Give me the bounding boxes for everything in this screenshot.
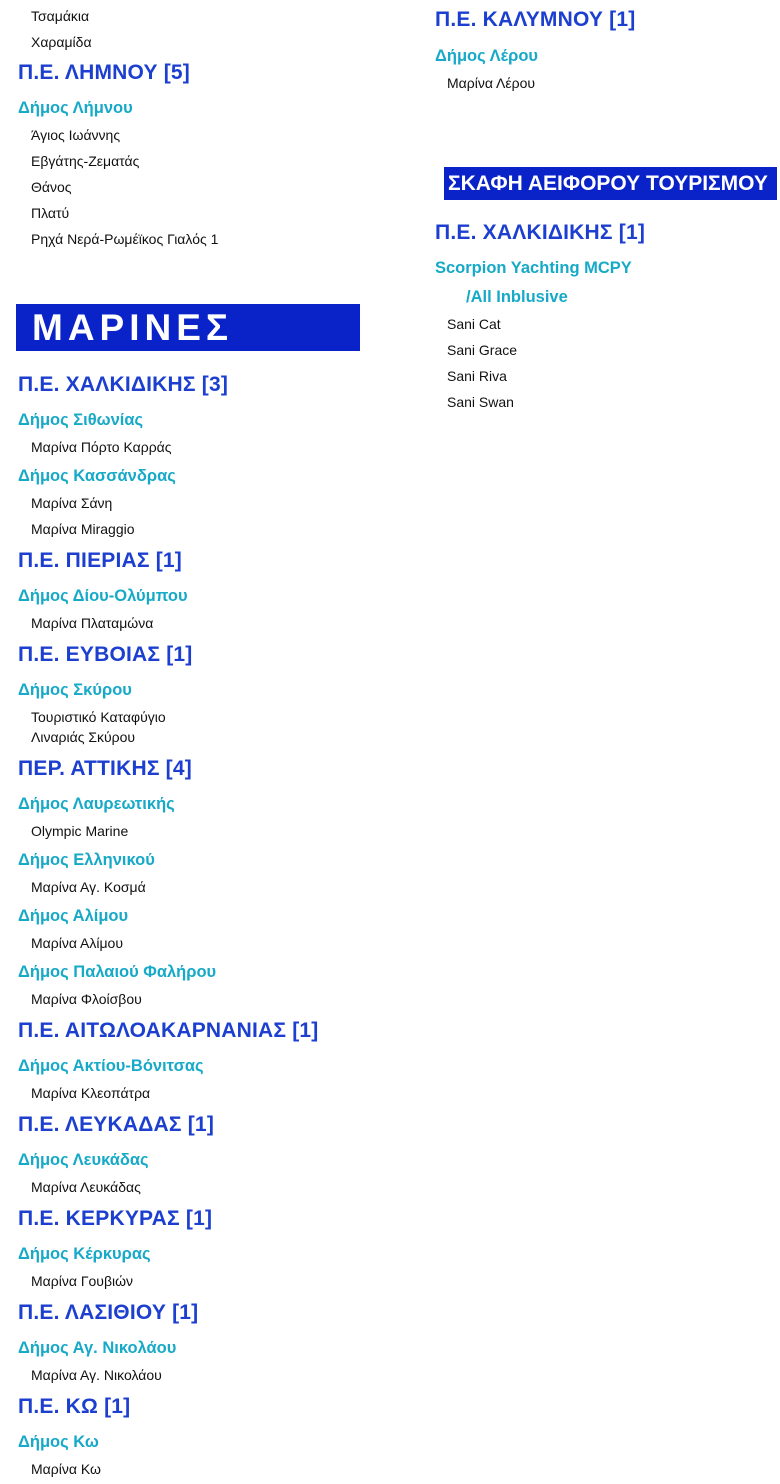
list-item: Μαρίνα Λευκάδας	[31, 1179, 141, 1195]
region-heading-evoia: Π.Ε. ΕΥΒΟΙΑΣ [1]	[18, 643, 193, 666]
list-item: Θάνος	[31, 179, 72, 195]
list-item: Μαρίνα Αγ. Κοσμά	[31, 879, 146, 895]
company-heading: Scorpion Yachting MCPY	[435, 259, 632, 277]
list-item: Μαρίνα Σάνη	[31, 495, 113, 511]
municipality-heading: Δήμος Αλίμου	[18, 907, 129, 925]
region-heading-lasithi: Π.Ε. ΛΑΣΙΘΙΟΥ [1]	[18, 1301, 199, 1324]
list-item: Τουριστικό Καταφύγιο	[31, 709, 166, 725]
list-item: Μαρίνα Γουβιών	[31, 1273, 134, 1289]
region-heading-halkidiki: Π.Ε. ΧΑΛΚΙΔΙΚΗΣ [1]	[435, 221, 646, 244]
list-item: Μαρίνα Πλαταμώνα	[31, 615, 154, 631]
region-heading-lefkada: Π.Ε. ΛΕΥΚΑΔΑΣ [1]	[18, 1113, 215, 1136]
section-banner-title: ΜΑΡΙΝΕΣ	[32, 307, 234, 348]
list-item: Εβγάτης-Ζεματάς	[31, 153, 140, 169]
list-item: Sani Swan	[447, 394, 514, 410]
list-item: Μαρίνα Κω	[31, 1461, 101, 1477]
list-item: Olympic Marine	[31, 823, 129, 839]
list-item: Μαρίνα Φλοίσβου	[31, 991, 142, 1007]
list-item: Τσαμάκια	[31, 8, 90, 24]
list-item: Χαραμίδα	[31, 34, 92, 50]
list-item: Sani Cat	[447, 316, 501, 332]
municipality-heading: Δήμος Παλαιού Φαλήρου	[18, 963, 217, 981]
list-item: Μαρίνα Λέρου	[447, 75, 536, 91]
list-item-continuation: Λιναριάς Σκύρου	[31, 729, 136, 745]
list-item: Πλατύ	[31, 205, 70, 221]
list-item: Άγιος Ιωάννης	[31, 127, 121, 143]
list-item: Μαρίνα Αγ. Νικολάου	[31, 1367, 162, 1383]
company-heading-continuation: /All Inblusive	[466, 288, 568, 306]
list-item: Sani Grace	[447, 342, 518, 358]
municipality-heading: Δήμος Σκύρου	[18, 681, 132, 699]
region-heading-aitoloakarnania: Π.Ε. ΑΙΤΩΛΟΑΚΑΡΝΑΝΙΑΣ [1]	[18, 1019, 319, 1042]
municipality-heading: Δήμος Κέρκυρας	[18, 1245, 151, 1263]
municipality-heading: Δήμος Λέρου	[435, 47, 539, 65]
municipality-heading: Δήμος Λήμνου	[18, 99, 133, 117]
region-heading-kalymnos: Π.Ε. ΚΑΛΥΜΝΟΥ [1]	[435, 8, 636, 31]
region-heading-pieria: Π.Ε. ΠΙΕΡΙΑΣ [1]	[18, 549, 182, 572]
list-item: Μαρίνα Κλεοπάτρα	[31, 1085, 151, 1101]
list-item: Ρηχά Νερά-Ρωμέϊκος Γιαλός 1	[31, 231, 219, 247]
region-heading-halkidiki: Π.Ε. ΧΑΛΚΙΔΙΚΗΣ [3]	[18, 373, 229, 396]
municipality-heading: Δήμος Σιθωνίας	[18, 411, 144, 429]
municipality-heading: Δήμος Ελληνικού	[18, 851, 155, 869]
municipality-heading: Δήμος Αγ. Νικολάου	[18, 1339, 177, 1357]
list-item: Μαρίνα Αλίμου	[31, 935, 123, 951]
municipality-heading: Δήμος Κω	[18, 1433, 99, 1451]
section-banner-title: ΣΚΑΦΗ ΑΕΙΦΟΡΟΥ ΤΟΥΡΙΣΜΟΥ	[448, 172, 768, 195]
municipality-heading: Δήμος Δίου-Ολύμπου	[18, 587, 188, 605]
list-item: Μαρίνα Πόρτο Καρράς	[31, 439, 172, 455]
municipality-heading: Δήμος Ακτίου-Βόνιτσας	[18, 1057, 204, 1075]
region-heading-kos: Π.Ε. ΚΩ [1]	[18, 1395, 131, 1418]
section-banner-marinas	[16, 304, 360, 351]
municipality-heading: Δήμος Λευκάδας	[18, 1151, 149, 1169]
municipality-heading: Δήμος Κασσάνδρας	[18, 467, 176, 485]
region-heading-limnos: Π.Ε. ΛΗΜΝΟΥ [5]	[18, 61, 190, 84]
section-banner-sustainable-tourism-vessels	[444, 167, 777, 200]
list-item: Μαρίνα Miraggio	[31, 521, 135, 537]
region-heading-kerkyra: Π.Ε. ΚΕΡΚΥΡΑΣ [1]	[18, 1207, 213, 1230]
region-heading-attiki: ΠΕΡ. ΑΤΤΙΚΗΣ [4]	[18, 757, 192, 780]
municipality-heading: Δήμος Λαυρεωτικής	[18, 795, 175, 813]
list-item: Sani Riva	[447, 368, 507, 384]
